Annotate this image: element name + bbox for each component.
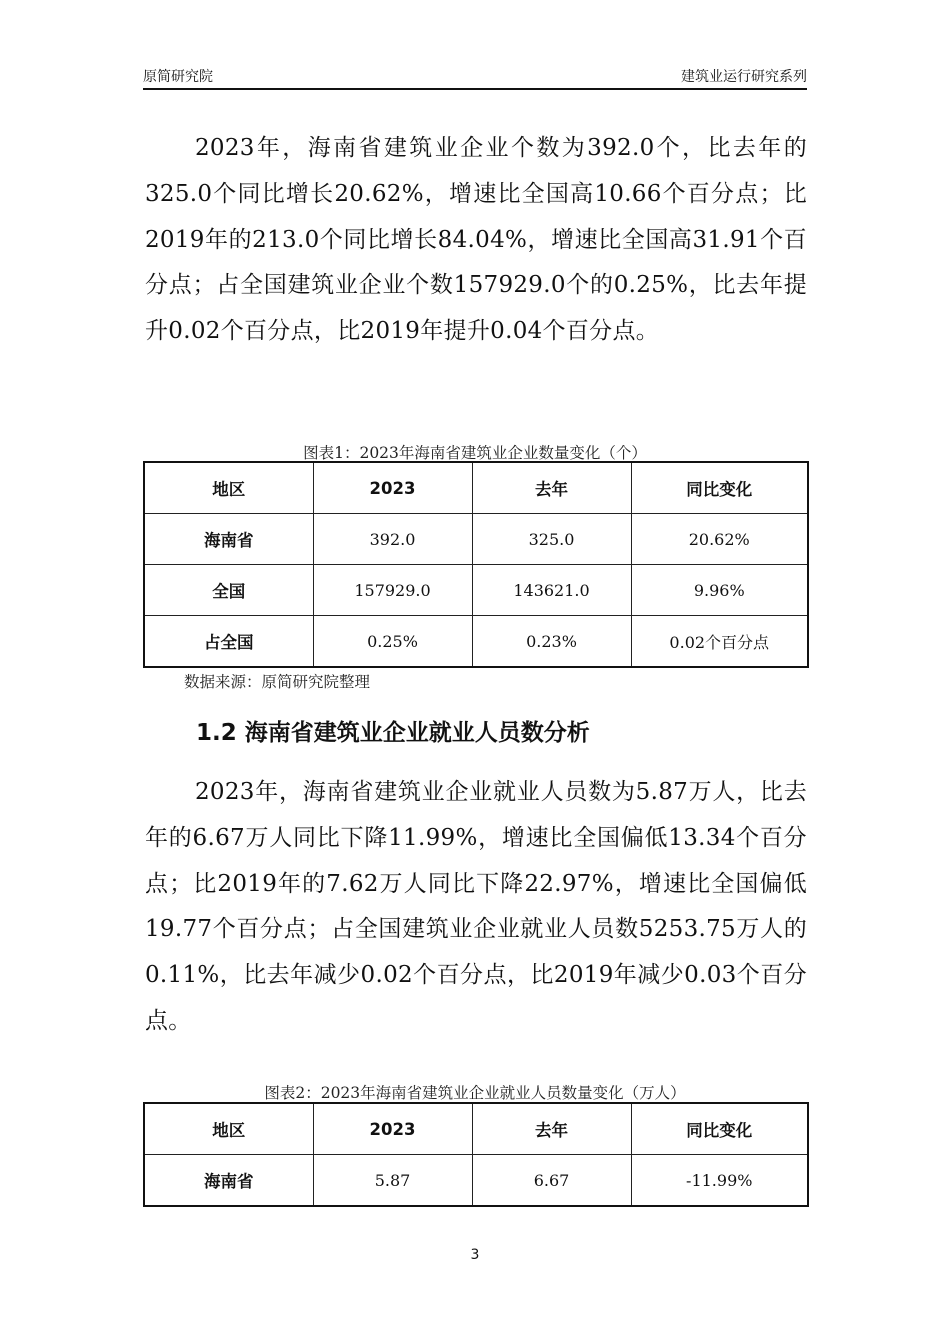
column-header: 去年 <box>472 462 631 514</box>
paragraph-employment: 2023年，海南省建筑业企业就业人员数为5.87万人，比去年的6.67万人同比下降11.99%，增速比全国偏低13.34个百分点；比2019年的7.62万人同比下降22.97%，增速比全国偏低19.77个百分点；占全国建筑业企业就业人员数5253.75万人的0.11%，比去年减少0.02个百分点，比2019年减少0.03个百分点。 <box>145 779 807 1034</box>
table-header-row <box>144 1103 808 1155</box>
row-label: 占全国 <box>144 616 313 668</box>
table1-source: 数据来源：原简研究院整理 <box>184 673 371 691</box>
page-header <box>143 66 807 88</box>
table-row <box>144 514 808 565</box>
table1-enterprise-count <box>143 461 809 668</box>
row-label: 海南省 <box>144 514 313 565</box>
table2-caption: 图表2：2023年海南省建筑业企业就业人员数量变化（万人） <box>264 1084 686 1102</box>
table-cell: 9.96% <box>631 565 808 616</box>
table-cell: 0.02个百分点 <box>631 616 808 668</box>
paragraph-enterprise-count: 2023年，海南省建筑业企业个数为392.0个，比去年的325.0个同比增长20.62%，增速比全国高10.66个百分点；比2019年的213.0个同比增长84.04%，增速比全国高31.91个百分点；占全国建筑业企业个数157929.0个的0.25%，比去年提升0.02个百分点，比2019年提升0.04个百分点。 <box>145 135 807 345</box>
table-cell: 5.87 <box>313 1155 472 1207</box>
column-header: 同比变化 <box>631 462 808 514</box>
header-org: 原简研究院 <box>143 69 213 85</box>
table-cell: 143621.0 <box>472 565 631 616</box>
section-heading: 1.2 海南省建筑业企业就业人员数分析 <box>196 720 590 746</box>
table-cell: 0.25% <box>313 616 472 668</box>
table-cell: 325.0 <box>472 514 631 565</box>
table-cell: 157929.0 <box>313 565 472 616</box>
table-header-row <box>144 462 808 514</box>
table-cell: -11.99% <box>631 1155 808 1207</box>
table1-caption: 图表1：2023年海南省建筑业企业数量变化（个） <box>303 444 647 462</box>
table-cell: 6.67 <box>472 1155 631 1207</box>
column-header: 地区 <box>144 462 313 514</box>
table-cell: 392.0 <box>313 514 472 565</box>
row-label: 海南省 <box>144 1155 313 1207</box>
header-series: 建筑业运行研究系列 <box>681 69 807 85</box>
table-cell: 0.23% <box>472 616 631 668</box>
table2-employment <box>143 1102 809 1207</box>
table-row <box>144 1155 808 1207</box>
row-label: 全国 <box>144 565 313 616</box>
column-header: 去年 <box>472 1103 631 1155</box>
page-number: 3 <box>470 1247 480 1263</box>
column-header: 2023 <box>313 462 472 514</box>
column-header: 2023 <box>313 1103 472 1155</box>
table-cell: 20.62% <box>631 514 808 565</box>
header-divider <box>143 88 807 90</box>
table-row <box>144 565 808 616</box>
column-header: 地区 <box>144 1103 313 1155</box>
column-header: 同比变化 <box>631 1103 808 1155</box>
table-row <box>144 616 808 668</box>
